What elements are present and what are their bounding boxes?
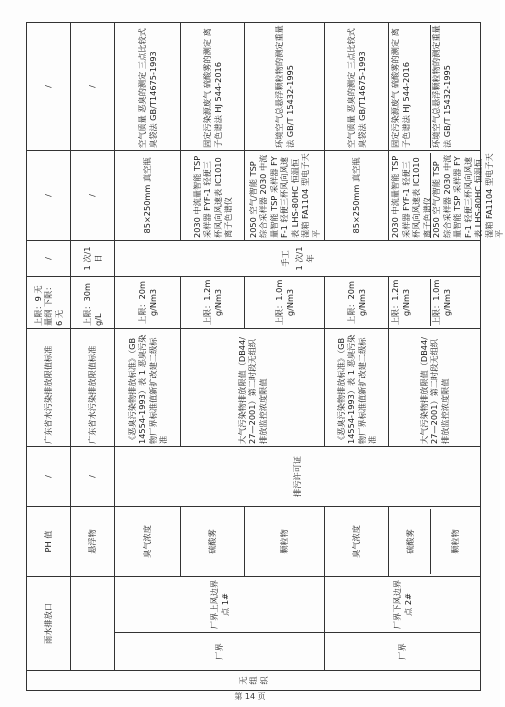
site-cell: 厂界: [115, 633, 325, 671]
discharge-point-cell: 雨水排放口: [27, 576, 71, 670]
standard-cell: 《恶臭污染物排放标准》（GB 14554-1993）表 1 恶臭污染物厂界标准值新扩改建二级标准: [115, 328, 181, 446]
standard-cell: 大气污染物排放限值（DB44/ 27—2001）第二时段无组织排放监控浓度限值: [389, 328, 481, 446]
frequency-label: 1 次/1 年: [294, 246, 315, 271]
method-type-label: 手工: [279, 250, 290, 267]
method-cell: /: [71, 22, 115, 150]
monitoring-point-cell: 厂界上风边界点 1#: [115, 576, 325, 632]
site-cell: 厂界: [325, 633, 481, 671]
instrument-cell: [389, 150, 504, 240]
page-number: 第 14 页: [234, 692, 266, 701]
instrument-cell: 2030 中流量智能 TSP 采样器 FYF-1 轻便三杯风向风速表 IC1010 离子色谱仪: [181, 150, 245, 240]
limit-cell: 上限：30mg/L: [71, 276, 115, 328]
limit-cell: 上限：20mg/Nm3: [325, 276, 389, 328]
pollutant-label: 颗粒物: [450, 529, 460, 554]
frequency-cell: /: [27, 240, 71, 276]
pollutant-cell: 臭气浓度: [325, 506, 389, 576]
permit-cell: 排污许可证: [115, 446, 481, 506]
limit-label: 上限：1.0mg/Nm3: [431, 279, 452, 326]
frequency-cell: [115, 240, 481, 276]
standard-cell: 《恶臭污染物排放标准》（GB 14554-1993）表 1 恶臭污染物厂界标准值新扩改建二级标准: [325, 328, 389, 446]
monitoring-point-cell: 厂界下风边界点 2#: [325, 576, 481, 632]
permit-cell: /: [71, 446, 115, 506]
method-cell: 环境空气总悬浮颗粒物的测定重量法 GB/T 15432-1995: [245, 22, 325, 150]
method-cell: 固定污染源废气 硫酸雾的测定 离子色谱法 HJ 544-2016: [181, 22, 245, 150]
category-cell: 无组织: [27, 671, 481, 691]
table-row: [71, 22, 115, 690]
table-row: [27, 22, 71, 690]
monitoring-table: [26, 22, 504, 691]
permit-cell: /: [27, 446, 71, 506]
pollutant-cell: 颗粒物: [245, 506, 325, 576]
instrument-cell: /: [27, 150, 71, 240]
method-cell: /: [27, 22, 71, 150]
limit-cell: [389, 276, 481, 328]
standard-cell: 大气污染物排放限值（DB44/ 27—2001）第二时段无组织排放监控浓度限值: [181, 328, 325, 446]
instrument-label: 2050 空气/智能 TSP 综合采样器 2030 中流量智能 TSP 采样器 FYF-1 轻便三杯风向风速表 LHS-80HC 恒温恒湿箱 FA1104 型电子天平: [431, 153, 504, 238]
pollutant-cell: 臭气浓度: [115, 506, 181, 576]
instrument-cell: /: [71, 150, 115, 240]
limit-label: 上限：1.2mg/Nm3: [390, 279, 431, 326]
rotated-table-frame: [26, 23, 504, 691]
method-label: 环境空气总悬浮颗粒物的测定重量法 GB/T 15432-1995: [431, 25, 452, 148]
pollutant-cell: 硫酸雾: [181, 506, 245, 576]
pollutant-label: 硫酸雾: [390, 509, 431, 574]
instrument-cell: 2050 空气/智能 TSP 综合采样器 2030 中流量智能 TSP 采样器 FYF-1 轻便三杯风向风速表 LHS-80HC 恒温恒湿箱 FA1104 型电子天平: [245, 150, 325, 240]
instrument-label: 2030 中流量智能 TSP 采样器 FYF-1 轻便三杯风向风速表 IC1010 离子色谱仪: [390, 153, 431, 238]
method-label: 固定污染源废气 硫酸雾的测定 离子色谱法 HJ 544-2016: [390, 25, 431, 148]
pollutant-cell: [389, 506, 481, 576]
limit-cell: 上限：1.0mg/Nm3: [245, 276, 325, 328]
discharge-point-cell: [71, 576, 115, 670]
method-cell: 空气质量 恶臭的测定 三点比较式臭袋法 GB/T14675-1993: [325, 22, 389, 150]
pollutant-cell: PH 值: [27, 506, 71, 576]
instrument-cell: 85×250mm 真空瓶: [325, 150, 389, 240]
limit-cell: 上限：20mg/Nm3: [115, 276, 181, 328]
instrument-cell: 85×250mm 真空瓶: [115, 150, 181, 240]
limit-cell: 上限：9 无量纲 下限：6 无: [27, 276, 71, 328]
method-cell: [389, 22, 481, 150]
pollutant-cell: 悬浮物: [71, 506, 115, 576]
standard-cell: 广东省水污染排放限值标准: [71, 328, 115, 446]
table-row: [115, 22, 181, 690]
rotated-table-content: [26, 23, 504, 691]
method-cell: 空气质量 恶臭的测定 三点比较式臭袋法 GB/T14675-1993: [115, 22, 181, 150]
limit-cell: 上限：1.2mg/Nm3: [181, 276, 245, 328]
table-row: [325, 22, 389, 690]
frequency-cell: 1 次/1 日: [71, 240, 115, 276]
standard-cell: 广东省水污染排放限值标准: [27, 328, 71, 446]
